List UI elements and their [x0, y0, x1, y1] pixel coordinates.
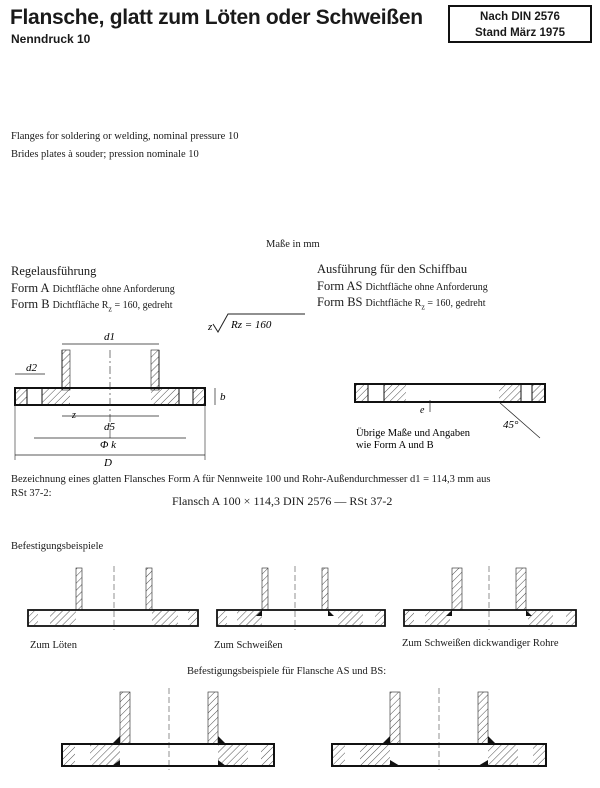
- caption-thickwall: Zum Schweißen dickwandiger Rohre: [402, 638, 559, 649]
- form-as-line: [317, 279, 488, 294]
- standard-box: [448, 5, 592, 43]
- angle-label: 45°: [503, 419, 519, 431]
- english-translation: Flanges for soldering or welding, nominal pressure 10: [11, 131, 239, 142]
- form-b-rest: = 160, gedreht: [111, 300, 173, 311]
- form-bs-text: Dichtfläche R: [365, 298, 422, 309]
- designation-text: Bezeichnung eines glatten Flansches Form A für Nennweite 100 und Rohr-Außendurchmesser d1 = 114,3 mm aus: [11, 474, 491, 485]
- ship-heading: Ausführung für den Schiffbau: [317, 262, 468, 276]
- d5-label: d5: [104, 421, 115, 433]
- form-bs-rest: = 160, gedreht: [424, 298, 486, 309]
- fastening-heading: Befestigungsbeispiele: [11, 541, 104, 552]
- form-b-sub: z: [108, 304, 112, 314]
- example-soldering: [28, 566, 198, 630]
- d2-label: d2: [26, 362, 37, 374]
- designation-example: Flansch A 100 × 114,3 DIN 2576 — RSt 37-2: [172, 494, 393, 508]
- note-line-1: Übrige Maße und Angaben: [356, 428, 471, 439]
- form-a-line: [11, 281, 175, 296]
- form-as-text: Dichtfläche ohne Anforderung: [365, 282, 488, 293]
- note-line-2: wie Form A und B: [356, 440, 434, 451]
- units-note: Maße in mm: [266, 239, 320, 250]
- ship-fastening-heading: Befestigungsbeispiele für Flansche AS und BS:: [187, 666, 387, 677]
- designation-text-2: RSt 37-2:: [11, 488, 52, 499]
- e-label: e: [420, 405, 425, 416]
- example-thickwall: [404, 566, 576, 630]
- example-ship-1: [62, 688, 274, 770]
- form-bs-sub: z: [421, 302, 425, 312]
- standard-number: Nach DIN 2576: [480, 11, 560, 23]
- french-translation: Brides plates à souder; pression nominale 10: [11, 149, 199, 160]
- standard-heading: Regelausführung: [11, 264, 97, 278]
- flange-section-drawing: [0, 310, 600, 470]
- form-bs-line: [317, 295, 486, 311]
- standard-date: Stand März 1975: [474, 27, 566, 39]
- page-subtitle: Nenndruck 10: [11, 32, 91, 46]
- svg-text:z: z: [208, 321, 213, 333]
- page-title: Flansche, glatt zum Löten oder Schweißen: [10, 6, 423, 29]
- form-b-text: Dichtfläche R: [52, 300, 109, 311]
- z-label: z: [72, 410, 76, 421]
- roughness-label: Rz = 160: [231, 319, 272, 331]
- form-a-text: Dichtfläche ohne Anforderung: [52, 284, 175, 295]
- form-a-label: Form A: [11, 281, 50, 295]
- roughness-symbol: [207, 314, 305, 333]
- form-bs-label: Form BS: [317, 295, 363, 309]
- example-welding: [217, 566, 385, 630]
- caption-soldering: Zum Löten: [30, 640, 77, 651]
- k-label: Φ k: [100, 439, 117, 451]
- D-label: D: [104, 457, 112, 469]
- form-as-label: Form AS: [317, 279, 363, 293]
- form-b-label: Form B: [11, 297, 50, 311]
- example-ship-2: [332, 688, 546, 770]
- b-label: b: [220, 391, 226, 403]
- caption-welding: Zum Schweißen: [214, 640, 283, 651]
- d1-label: d1: [104, 331, 115, 343]
